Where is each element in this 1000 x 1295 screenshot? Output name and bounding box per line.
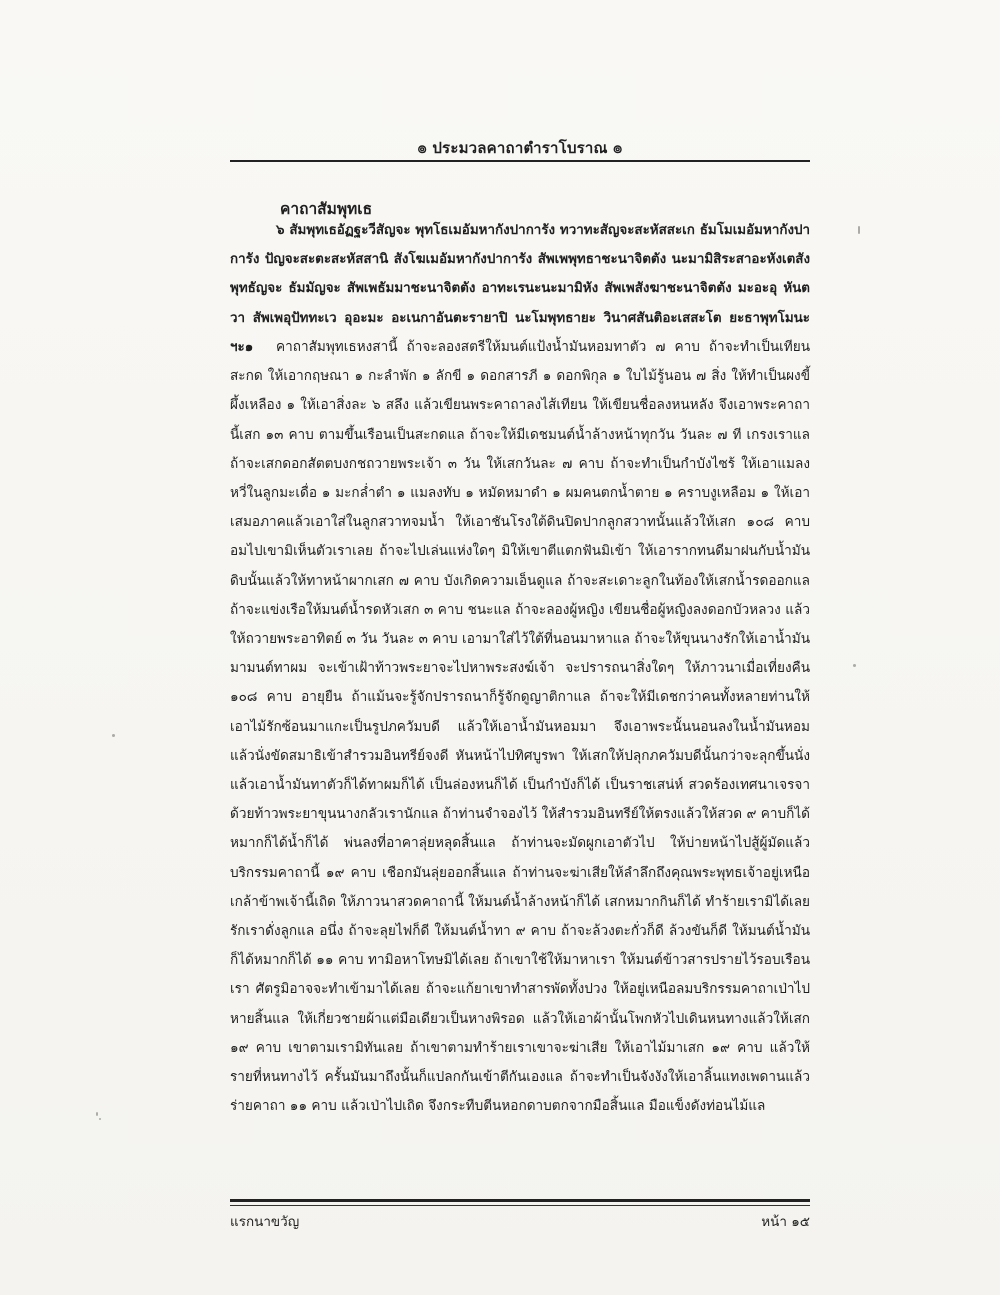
page-number: หน้า ๑๕ — [761, 1214, 810, 1230]
scan-speck — [853, 664, 856, 667]
running-header: ๏ ประมวลคาถาตำราโบราณ ๏ — [417, 139, 623, 157]
footer-rule-thin — [230, 1205, 810, 1206]
section-title: คาถาสัมพุทเธ — [280, 200, 373, 218]
footer-author: แรกนาขวัญ — [230, 1214, 300, 1230]
instructions-paragraph: คาถาสัมพุทเธหงสานี้ ถ้าจะลองสตรีให้มนต์แป้งน้ำมันหอมทาตัว ๗ คาบ ถ้าจะทำเป็นเทียนสะกด ให้เอากฤษณา ๑ กะลำพัก ๑ ลักขี ๑ ดอกสารภี ๑ ดอกพิกุล ๑ ใบไม้รู้นอน ๗ สิ่ง ให้ทำเป็นผงขี้ผึ้งเหลือง ๑ ให้เอาสิ่งละ ๖ สลึง แล้วเขียนพระคาถาลงไส้เทียน ให้เขียนชื่อลงหนหลัง จึงเอาพระคาถานี้เสก ๑๓ คาบ ตามขึ้นเรือนเป็นสะกดแล ถ้าจะให้มีเดชมนต์น้ำล้างหน้าทุกวัน วันละ ๗ ที เกรงเราแล ถ้าจะเสกดอกสัตตบงกชถวายพระเจ้า ๓ วัน ให้เสกวันละ ๗ คาบ ถ้าจะทำเป็นกำบังไซร้ ให้เอาแมลงหวี่ในลูกมะเดื่อ ๑ มะกล่ำตำ ๑ แมลงทับ ๑ หมัดหมาดำ ๑ ผมคนตกน้ำตาย ๑ คราบงูเหลือม ๑ ให้เอาเสมอภาคแล้วเอาใส่ในลูกสวาทจมน้ำ ให้เอาชันโรงใต้ดินปิดปากลูกสวาทนั้นแล้วให้เสก ๑๐๘ คาบ อมไปเขามิเห็นตัวเราเลย ถ้าจะไปเล่นแห่งใดๆ มิให้เขาตีแตกฟันมิเข้า ให้เอารากทนดีมาฝนกับน้ำมันดิบนั้นแล้วให้ทาหน้าผากเสก ๗ คาบ บังเกิดความเอ็นดูแล ถ้าจะสะเดาะลูกในท้องให้เสกน้ำรดออกแล ถ้าจะแข่งเรือให้มนต์น้ำรดหัวเสก ๓ คาบ ชนะแล ถ้าจะลองผู้หญิง เขียนชื่อผู้หญิงลงดอกบัวหลวง แล้วให้ถวายพระอาทิตย์ ๓ วัน วันละ ๓ คาบ เอามาใส่ไว้ใต้ที่นอนมาหาแล ถ้าจะให้ขุนนางรักให้เอาน้ำมันมามนต์ทาผม จะเข้าเฝ้าท้าวพระยาจะไปหาพระสงฆ์เจ้า จะปรารถนาสิ่งใดๆ ให้ภาวนาเมื่อเที่ยงคืน ๑๐๘ คาบ อายุยืน ถ้าแม้นจะรู้จักปรารถนาก็รู้จักดูญาติกาแล ถ้าจะให้มีเดชกว่าคนทั้งหลายท่านให้เอาไม้รักซ้อนมาแกะเป็นรูปภควัมบดี แล้วให้เอาน้ำมันหอมมา จึงเอาพระนั้นนอนลงในน้ำมันหอม แล้วนั่งขัดสมาธิเข้าสำรวมอินทรีย์จงดี หันหน้าไปทิศบูรพา ให้เสกให้ปลุกภควัมบดีนั้นกว่าจะลุกขึ้นนั่ง แล้วเอาน้ำมันทาตัวก็ได้ทาผมก็ได้ เป็นล่องหนก็ได้ เป็นกำบังก็ได้ เป็นราชเสน่ห์ สวดร้องเทศนาเจรจาด้วยท้าวพระยาขุนนางกลัวเรานักแล ถ้าท่านจำจองไว้ ให้สำรวมอินทรีย์ให้ตรงแล้วให้สวด ๙ คาบก็ได้หมากก็ได้น้ำก็ได้ พ่นลงที่อาคาลุ่ยหลุดสิ้นแล ถ้าท่านจะมัดผูกเอาตัวไป ให้บ่ายหน้าไปสู้ผู้มัดแล้วบริกรรมคาถานี้ ๑๙ คาบ เชือกมันลุ่ยออกสิ้นแล ถ้าท่านจะฆ่าเสียให้ลำลึกถึงคุณพระพุทธเจ้าอยู่เหนือเกล้าข้าพเจ้านี้เถิด ให้ภาวนาสวดคาถานี้ ให้มนต์น้ำล้างหน้าก็ได้ เสกหมากกินก็ได้ ทำร้ายเรามิได้เลย รักเราดั่งลูกแล อนึ่ง ถ้าจะลุยไฟก็ดี ให้มนต์น้ำทา ๙ คาบ ถ้าจะล้วงตะกั่วก็ดี ล้วงขันก็ดี ให้มนต์น้ำมันก็ได้หมากก็ได้ ๑๑ คาบ ทามิอหาโทษมิได้เลย ถ้าเขาใช้ให้มาหาเรา ให้มนต์ข้าวสารปรายไว้รอบเรือนเรา ศัตรูมิอาจจะทำเข้ามาได้เลย ถ้าจะแก้ยาเขาทำสารพัดทั้งปวง ให้อยู่เหนือลมบริกรรมคาถาเป่าไปหายสิ้นแล ให้เกี่ยวชายผ้าแต่มือเดียวเป็นหางพิรอด แล้วให้เอาผ้านั้นโพกหัวไปเดินหนทางแล้วให้เสก ๑๙ คาบ เขาตามเรามิทันเลย ถ้าเขาตามทำร้ายเราเขาจะฆ่าเสีย ให้เอาไม้มาเสก ๑๙ คาบ แล้วให้รายที่หนทางไว้ ครั้นมันมาถึงนั้นก็แปลกกันเข้าตีกันเองแล ถ้าจะทำเป็นจังงังให้เอาลิ้นแทงเพดานแล้วร่ายคาถา ๑๑ คาบ แล้วเป่าไปเถิด จึงกระทืบตีนหอกดาบตกจากมือสิ้นแล มือแข็งดังท่อนไม้แล — [230, 339, 810, 1115]
scan-speck — [112, 734, 115, 737]
header-rule — [230, 160, 810, 162]
scan-speck — [858, 226, 860, 234]
footer-rule — [230, 1199, 810, 1202]
mantra-paragraph: ๖ สัมพุทเธอัฏฐะวีสัญจะ พุทโธเมอัมหากังปาการัง ทวาทะสัญจะสะหัสสะเก ธัมโมเมอัมหากังปาการัง ปัญจะสะตะสะหัสสานิ สังโฆเมอัมหากังปาการัง สัพเพพุทธาชะนาจิตตัง นะมามิสิระสาอะหังเตสัง พุทธัญจะ ธัมมัญจะ สัพเพธัมมาชะนาจิตตัง อาทะเรนะนะมามิหัง สัพเพสังฆาชะนาจิตตัง มะอะอุ หันตวา สัพเพอุปัททะเว อุอะมะ อะเนกาอันตะรายาปิ นะโมพุทธายะ วินาศสันติอะเสสะโต ยะธาพุทโมนะ ฯะ๑ — [230, 223, 810, 355]
scan-speck — [99, 1118, 101, 1120]
scan-speck — [96, 1112, 98, 1116]
